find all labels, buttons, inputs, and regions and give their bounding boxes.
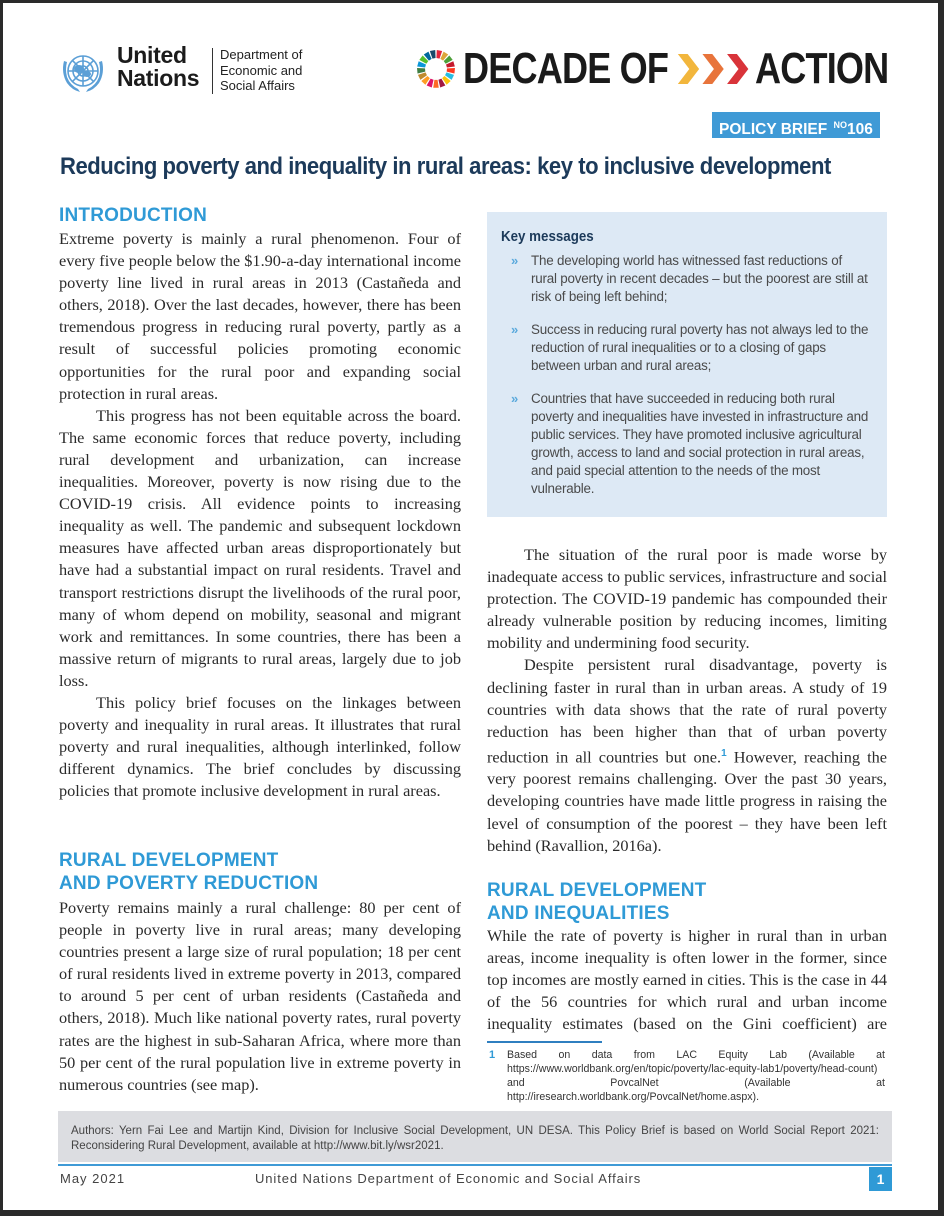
un-wordmark-line2: Nations bbox=[117, 65, 200, 91]
double-chevron-icon: » bbox=[511, 322, 519, 337]
key-messages-box bbox=[487, 212, 887, 517]
introduction-body bbox=[59, 228, 461, 802]
intro-paragraph-3: This policy brief focuses on the linkages between poverty and inequality in rural areas. It illustrates that rural poverty and rural inequalities, although interlinked, follow different dynamics. The brief concludes by discussing policies that promote inclusive development in rural areas. bbox=[59, 692, 461, 801]
chevrons bbox=[676, 51, 750, 87]
paragraph-text: Despite persistent rural disadvantage, poverty is declining faster in rural than in urban areas. A study of 19 countries with data shows that the rate of rural poverty reduction has been higher than that of urban poverty reduction in all countries but one. bbox=[487, 655, 887, 767]
rural-poverty-paragraph: Poverty remains mainly a rural challenge: 80 per cent of people in poverty live in rural areas; many developing countries present a large size of rural population; 18 per cent of rural residents lived in extreme poverty in 2013, compared to around 5 per cent of urban residents (Castañeda and others, 2018). Much like national poverty rates, rural poverty rates are the highest in sub-Saharan Africa, where more than 50 per cent of the rural population live in extreme poverty in numerous countries (see map). bbox=[59, 898, 461, 1094]
action-text: ACTION bbox=[755, 44, 889, 93]
policy-brief-badge bbox=[712, 112, 880, 138]
right-column-body bbox=[487, 544, 887, 857]
sdg-wheel-segment bbox=[417, 68, 425, 73]
footnote-number: 1 bbox=[489, 1049, 496, 1061]
key-message-text: Countries that have succeeded in reducing both rural poverty and inequalities have invested in infrastructure and public services. They have promoted inclusive agricultural growth, access to land and social protection in rural areas, and paid special attention to the needs of the most vulnerable. bbox=[531, 391, 869, 496]
un-emblem-icon bbox=[58, 47, 108, 97]
declining-poverty-paragraph bbox=[487, 654, 887, 856]
footer-divider bbox=[58, 1164, 892, 1166]
sdg-wheel-segment bbox=[433, 80, 438, 88]
desa-line2: Economic and bbox=[220, 62, 303, 78]
key-message-item bbox=[511, 390, 871, 498]
policy-brief-label: POLICY BRIEF bbox=[719, 121, 828, 138]
authors-text: Authors: Yern Fai Lee and Martijn Kind, Division for Inclusive Social Development, UN DESA. This Policy Brief is based on World Social Report 2021: Reconsidering Rural Development, available at http://www.bit.ly/wsr2021. bbox=[71, 1125, 879, 1152]
un-wordmark-line1: United bbox=[117, 42, 187, 68]
number-prefix: NO bbox=[833, 120, 848, 130]
rural-poverty-heading-line1: RURAL DEVELOPMENT bbox=[59, 850, 279, 871]
footnote-divider bbox=[487, 1041, 602, 1043]
double-chevron-icon: » bbox=[511, 391, 519, 406]
decade-of-action-logo bbox=[463, 41, 888, 97]
key-message-text: Success in reducing rural poverty has not always led to the reduction of rural inequalities or to a closing of gaps between urban and rural areas; bbox=[531, 322, 869, 373]
page-number: 1 bbox=[869, 1167, 892, 1191]
rural-poor-paragraph: The situation of the rural poor is made worse by inadequate access to public services, infrastructure and social protection. The COVID-19 pandemic has compounded their already vulnerable position by reducing incomes, limiting mobility and undermining food security. bbox=[487, 545, 887, 653]
footnote-text: Based on data from LAC Equity Lab (Available at https://www.worldbank.org/en/topic/poverty/lac-equity-lab1/poverty/head-count) and PovcalNet (Available at http://iresearch.worldbank.org/PovcalNet/home.aspx). bbox=[507, 1049, 885, 1103]
paragraph-text: However, reaching the very poorest remains challenging. Over the past 30 years, developing countries have made little progress in raising the level of consumption of the poorest – they have been left behind (Ravallion, 2016a). bbox=[487, 747, 887, 855]
page-title: Reducing poverty and inequality in rural areas: key to inclusive development bbox=[60, 153, 831, 180]
desa-name bbox=[220, 47, 302, 94]
rural-inequalities-heading-line2: AND INEQUALITIES bbox=[487, 903, 670, 924]
rural-inequalities-heading bbox=[487, 879, 887, 925]
rural-inequalities-paragraph: While the rate of poverty is higher in rural than in urban areas, income inequality is often lower in the former, since top incomes are mostly earned in cities. This is the case in 44 of the 56 countries for which rural and urban income inequality estimates (based on the Gini coefficient) are bbox=[487, 926, 887, 1034]
intro-paragraph-1: Extreme poverty is mainly a rural phenomenon. Four of every five people below the $1.90-a-day international income poverty line lived in rural areas in 2013 (Castañeda and others, 2018). Over the last decades, however, there has been tremendous progress in reducing rural poverty, partly as a result of successful policies promoting economic opportunities for the rural poor and expanding social protection in rural areas. bbox=[59, 229, 461, 403]
key-message-text: The developing world has witnessed fast reductions of rural poverty in recent decades – but the poorest are still at risk of being left behind; bbox=[531, 253, 868, 304]
rural-poverty-heading-line2: AND POVERTY REDUCTION bbox=[59, 873, 319, 894]
footer-date: May 2021 bbox=[60, 1171, 126, 1186]
sdg-wheel-segment bbox=[447, 68, 455, 73]
rural-poverty-heading bbox=[59, 849, 461, 895]
chevron-right-icon bbox=[726, 51, 751, 87]
policy-brief-number: 106 bbox=[847, 121, 873, 138]
rural-poverty-body bbox=[59, 897, 461, 1096]
rural-inequalities-body bbox=[487, 925, 887, 1035]
desa-line1: Department of bbox=[220, 47, 303, 62]
key-message-item bbox=[511, 321, 871, 375]
key-messages-list bbox=[511, 252, 871, 513]
key-message-item bbox=[511, 252, 871, 306]
decade-of-text: DECADE OF bbox=[463, 44, 669, 93]
un-wordmark bbox=[117, 44, 199, 90]
document-page bbox=[3, 3, 938, 1210]
footer-organization: United Nations Department of Economic and Social Affairs bbox=[255, 1171, 642, 1186]
authors-band bbox=[58, 1111, 892, 1162]
chevron-right-icon bbox=[676, 51, 701, 87]
key-messages-title: Key messages bbox=[501, 229, 594, 245]
rural-inequalities-heading-line1: RURAL DEVELOPMENT bbox=[487, 880, 707, 901]
introduction-heading: INTRODUCTION bbox=[59, 205, 208, 226]
desa-line3: Social Affairs bbox=[220, 78, 295, 93]
footnote-marker[interactable]: 1 bbox=[721, 747, 727, 759]
logo-divider bbox=[212, 48, 213, 94]
sdg-wheel-icon bbox=[416, 49, 456, 89]
double-chevron-icon: » bbox=[511, 253, 519, 268]
intro-paragraph-2: This progress has not been equitable across the board. The same economic forces that reduce poverty, including rural development and urbanization, can increase inequalities. Moreover, poverty is now rising due to the COVID-19 crisis. All evidence points to increasing inequality as well. The pandemic and subsequent lockdown measures have affected urban areas disproportionately but have had a substantial impact on rural residents. Travel and transport restrictions disrupt the livelihoods of the rural poor, many of whom depend on mobility, seasonal and migrant work and remittances. In some countries, there has been a massive return of migrants to rural areas, largely due to job loss. bbox=[59, 405, 461, 690]
chevron-right-icon bbox=[701, 51, 726, 87]
